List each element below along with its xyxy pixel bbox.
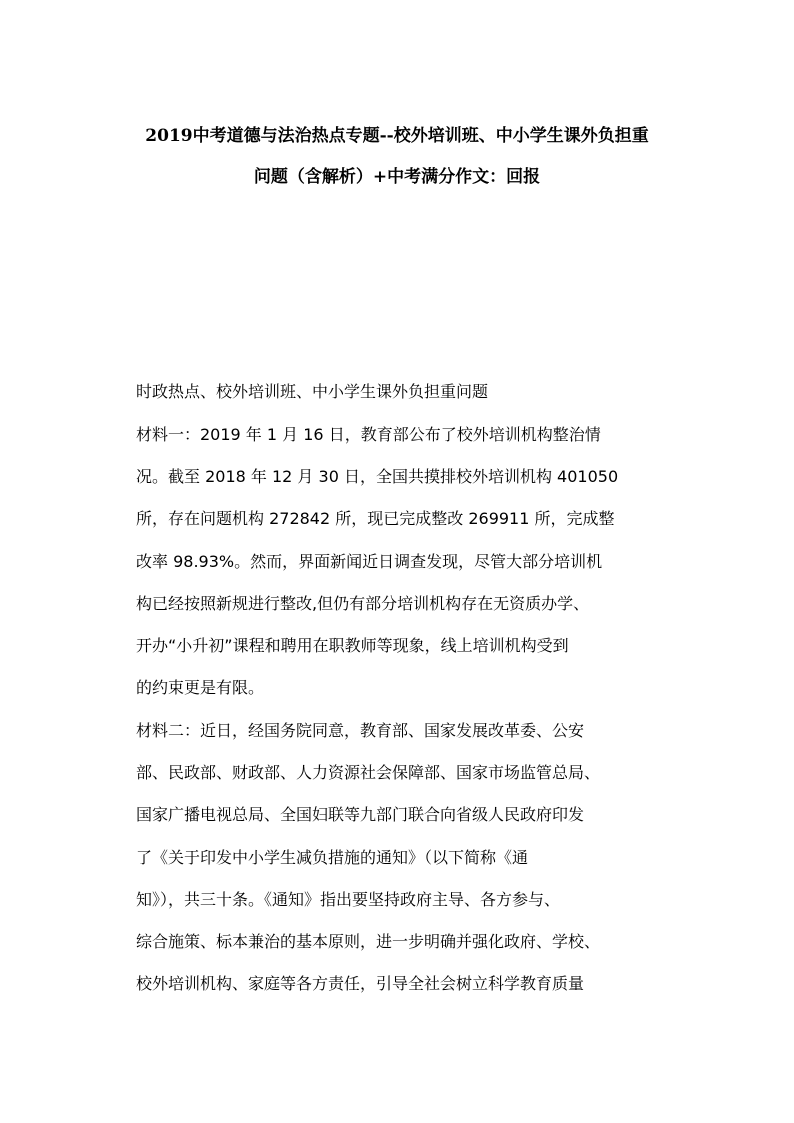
document-title-line-1: 2019中考道德与法治热点专题--校外培训班、中小学生课外负担重 [145,126,649,146]
body-line: 材料一：2019 年 1 月 16 日，教育部公布了校外培训机构整治情 [136,425,601,444]
body-line: 知》），共三十条。《通知》指出要坚持政府主导、各方参与、 [136,890,561,909]
document-title-line-2: 问题（含解析）+中考满分作文：回报 [253,167,541,187]
body-line: 的约束更是有限。 [136,678,265,697]
body-line: 部、民政部、财政部、人力资源社会保障部、国家市场监管总局、 [136,763,601,782]
body-line: 校外培训机构、家庭等各方责任，引导全社会树立科学教育质量 [136,974,585,993]
body-heading-line: 时政热点、校外培训班、中小学生课外负担重问题 [136,382,489,401]
body-line: 改率 98.93%。然而，界面新闻近日调查发现，尽管大部分培训机 [136,552,603,571]
body-line: 构已经按照新规进行整改,但仍有部分培训机构存在无资质办学、 [136,594,590,613]
body-line: 了《关于印发中小学生减负措施的通知》（以下简称《通 [136,848,529,867]
body-line: 开办“小升初”课程和聘用在职教师等现象，线上培训机构受到 [136,636,569,655]
body-line: 况。截至 2018 年 12 月 30 日，全国共摸排校外培训机构 401050 [136,467,619,486]
body-line: 材料二：近日，经国务院同意，教育部、国家发展改革委、公安 [136,721,585,740]
body-line: 综合施策、标本兼治的基本原则，进一步明确并强化政府、学校、 [136,932,601,951]
body-line: 所，存在问题机构 272842 所，现已完成整改 269911 所，完成整 [136,509,615,528]
body-line: 国家广播电视总局、全国妇联等九部门联合向省级人民政府印发 [136,805,585,824]
